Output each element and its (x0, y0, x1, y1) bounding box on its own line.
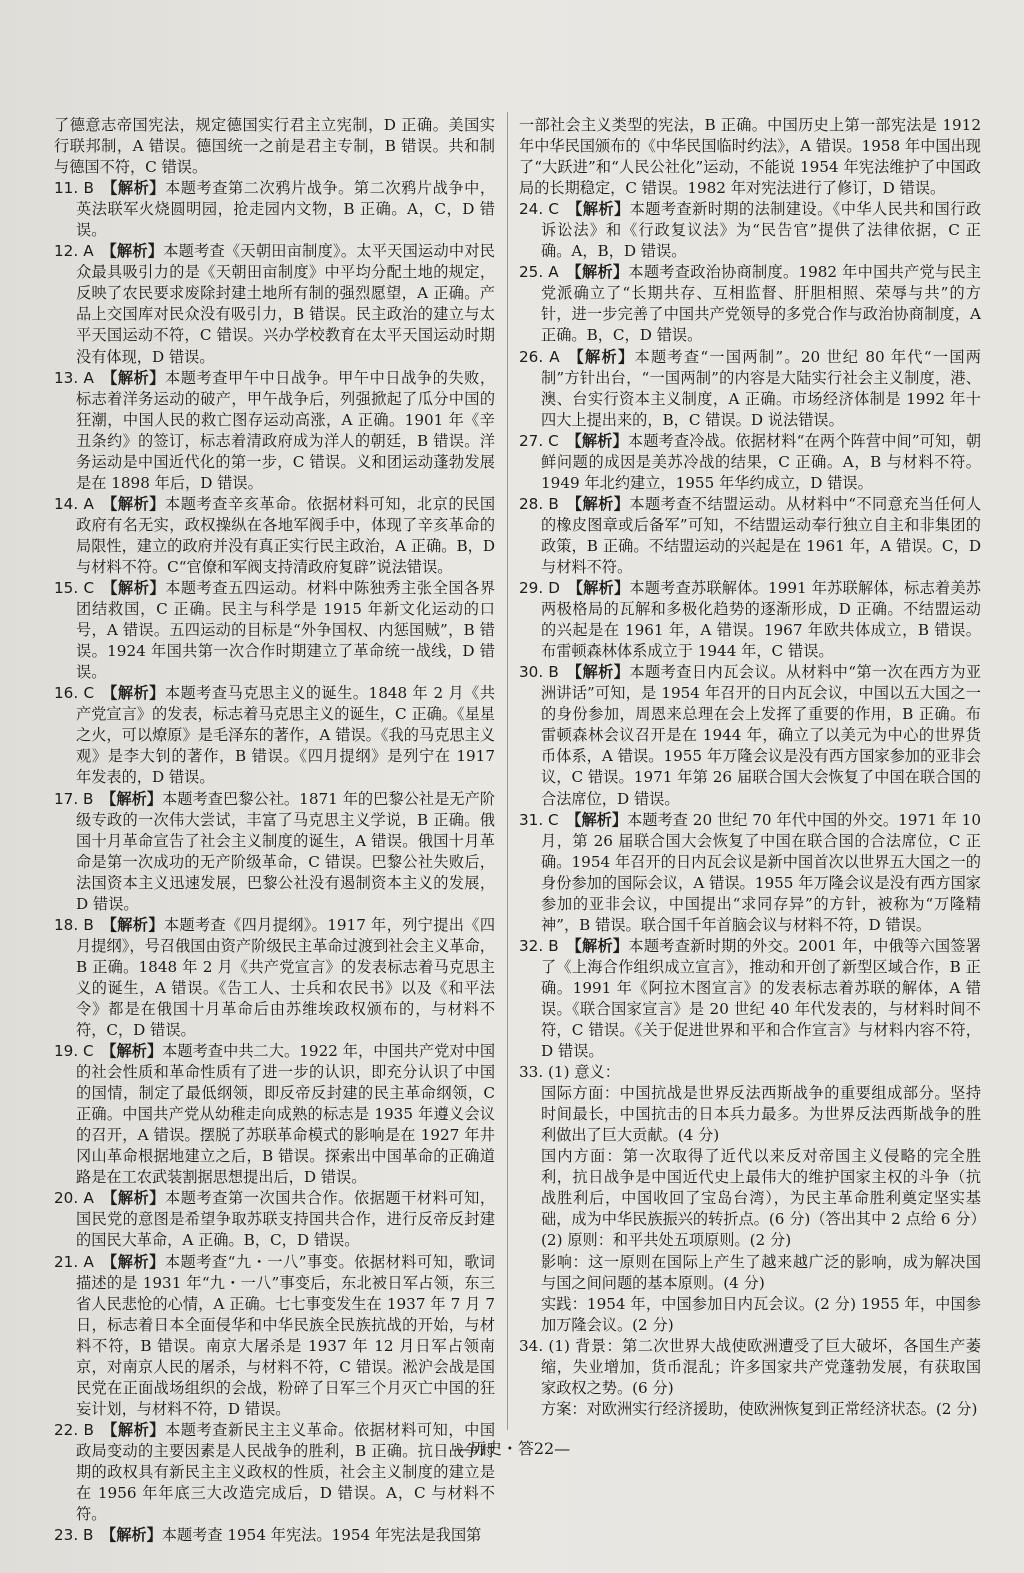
answer-number: 32. B (519, 936, 559, 955)
answer-item (519, 347, 981, 431)
analysis-tag: 【解析】 (101, 242, 164, 261)
q33-line: 影响：这一原则在国际上产生了越来越广泛的影响，成为解决国与国之间问题的基本原则。(4 分) (541, 1252, 981, 1292)
answer-item (54, 1041, 495, 1188)
q33-line: 实践：1954 年，中国参加日内瓦会议。(2 分) 1955 年，中国参加万隆会议。(2 分) (541, 1294, 981, 1334)
q34-line: 方案：对欧洲实行经济援助，使欧洲恢复到正常经济状态。(2 分) (541, 1399, 978, 1418)
answer-number: 17. B (54, 789, 94, 808)
answer-number: 31. C (519, 810, 559, 829)
answer-item (54, 368, 495, 494)
column-divider (507, 112, 508, 1430)
analysis-tag: 【解析】 (101, 1042, 163, 1061)
q33-line: (2) 原则：和平共处五项原则。(2 分) (541, 1231, 792, 1250)
analysis-tag: 【解析】 (567, 347, 635, 366)
answer-number: 24. C (519, 200, 560, 219)
analysis-tag: 【解析】 (101, 179, 166, 198)
answer-number: 27. C (519, 431, 559, 450)
analysis-text: 本题考查第一次国共合作。依据题干材料可知，国民党的意图是希望争取苏联支持国共合作，进行反帝反封建的国民大革命，A 正确。B，C，D 错误。 (76, 1189, 496, 1250)
analysis-text: 本题考查 1954 年宪法。1954 年宪法是我国第 (161, 1526, 482, 1545)
analysis-text: 本题考查“九・一八”事变。依据材料可知，歌词描述的是 1931 年“九・一八”事变后，东北被日军占领，东三省人民悲怆的心情，A 正确。七七事变发生在 1937 年 7 月 7 日，标志着日本全面侵华和中华民族全民族抗战的开始，与材料不符，B 错误。南京大屠杀是 1937 年 12 月日军占领南京，对南京人民的屠杀，与材料不符，C 错误。淞沪会战是国民党在正面战场组织的会战，粉碎了日军三个月灭亡中国的狂妄计划，与材料不符，D 错误。 (76, 1252, 495, 1418)
answer-item (519, 578, 981, 662)
answer-item (54, 494, 495, 578)
answer-item (519, 431, 981, 494)
answer-item (519, 810, 981, 936)
analysis-text: 本题考查新时期的法制建设。《中华人民共和国行政诉讼法》和《行政复议法》为“民告官”提供了法律依据，C 正确。A，B，D 错误。 (541, 200, 982, 261)
analysis-tag: 【解析】 (101, 915, 164, 934)
analysis-tag: 【解析】 (101, 368, 166, 387)
answer-item (54, 178, 495, 241)
left-items (54, 178, 495, 1546)
answer-number: 11. B (54, 179, 94, 198)
analysis-text: 本题考查辛亥革命。依据材料可知，北京的民国政府有名无实，政权操纵在各地军阀手中，体现了辛亥革命的局限性，建立的政府并没有真正实行民主政治，A 正确。B，D 与材料不符。C“官僚和军阀支持清政府复辟”说法错误。 (76, 494, 496, 576)
analysis-tag: 【解析】 (101, 1420, 166, 1439)
answer-item (54, 241, 495, 367)
analysis-tag: 【解析】 (566, 810, 628, 829)
answer-number: 23. B (54, 1526, 94, 1545)
left-column (54, 115, 495, 1546)
analysis-tag: 【解析】 (101, 494, 166, 513)
answer-item (54, 1252, 495, 1420)
answer-number: 29. D (519, 579, 560, 598)
q33-head: 33. (1) 意义： (519, 1063, 620, 1082)
analysis-text: 本题考查冷战。依据材料“在两个阵营中间”可知，朝鲜问题的成因是美苏冷战的结果，C 正确。A，B 与材料不符。1949 年北约建立，1955 年华约成立，D 错误。 (541, 431, 982, 492)
analysis-text: 本题考查中共二大。1922 年，中国共产党对中国的社会性质和革命性质有了进一步的认识，即充分认识了中国的国情，制定了最低纲领，即反帝反封建的民主革命纲领，C 正确。中国共产党从幼稚走向成熟的标志是 1935 年遵义会议的召开，A 错误。摆脱了苏联革命模式的影响是在 1927 年井冈山革命根据地建立之后，B 错误。探索出中国革命的正确道路是在工农武装割据思想提出后，D 错误。 (76, 1042, 496, 1187)
analysis-tag: 【解析】 (567, 579, 630, 598)
q33-line: 国内方面：第一次取得了近代以来反对帝国主义侵略的完全胜利，抗日战争是中国近代史上最伟大的维护国家主权的斗争（抗战胜利后，中国收回了宝岛台湾），为民主革命胜利奠定坚实基础，成为中华民族振兴的转折点。(6 分)（答出其中 2 点给 6 分） (541, 1147, 986, 1229)
answer-item (54, 683, 495, 788)
analysis-tag: 【解析】 (566, 494, 630, 513)
answer-item (54, 789, 495, 915)
answer-item (519, 662, 981, 809)
analysis-tag: 【解析】 (101, 1189, 166, 1208)
analysis-text: 本题考查甲午中日战争。甲午中日战争的失败，标志着洋务运动的破产，甲午战争后，列强掀起了瓜分中国的狂潮，中国人民的救亡图存运动高涨，A 正确。1901 年《辛丑条约》的签订，标志着清政府成为洋人的朝廷，B 错误。洋务运动是中国近代化的第一步，C 错误。义和团运动蓬勃发展是在 1898 年后，D 错误。 (76, 368, 496, 492)
right-intro: 一部社会主义类型的宪法，B 正确。中国历史上第一部宪法是 1912 年中华民国颁布的《中华民国临时约法》，A 错误。1958 年中国出现了“大跃进”和“人民公社化”运动，不能说 1954 年宪法维护了中国政局的长期稳定，C 错误。1982 年对宪法进行了修订，D 错误。 (519, 116, 981, 198)
analysis-text: 本题考查第二次鸦片战争。第二次鸦片战争中，英法联军火烧圆明园，抢走园内文物，B 正确。A，C，D 错误。 (76, 179, 496, 240)
answer-item (54, 578, 495, 683)
analysis-text: 本题考查五四运动。材料中陈独秀主张全国各界团结救国，C 正确。民主与科学是 1915 年新文化运动的口号，A 错误。五四运动的目标是“外争国权、内惩国贼”，B 错误。1924 年国共第一次合作时期建立了革命统一战线，D 错误。 (76, 579, 496, 682)
answer-number: 26. A (519, 347, 560, 366)
analysis-tag: 【解析】 (101, 789, 163, 808)
q33-line: 国际方面：中国抗战是世界反法西斯战争的重要组成部分。坚持时间最长，中国抗击的日本兵力最多。为世界反法西斯战争的胜利做出了巨大贡献。(4 分) (541, 1084, 981, 1145)
answer-item (519, 936, 981, 1062)
analysis-tag: 【解析】 (101, 579, 166, 598)
answer-number: 13. A (54, 368, 94, 387)
q34-head: 34. (1) 背景：第二次世界大战使欧洲遭受了巨大破坏，各国生产萎缩，失业增加，货币混乱；许多国家共产党蓬勃发展，有获取国家政权之势。(6 分) (519, 1336, 981, 1397)
answer-number: 30. B (519, 663, 559, 682)
analysis-text: 本题考查不结盟运动。从材料中“不同意充当任何人的橡皮图章或后备军”可知，不结盟运动奉行独立自主和非集团的政策，B 正确。不结盟运动的兴起是在 1961 年，A 错误。C，D 与材料不符。 (541, 494, 982, 576)
analysis-text: 本题考查日内瓦会议。从材料中“第一次在西方为亚洲讲话”可知，是 1954 年召开的日内瓦会议，中国以五大国之一的身份参加，周恩来总理在会上发挥了重要的作用，B 正确。布雷顿森林会议召开是在 1944 年，确立了以美元为中心的世界货币体系，A 错误。1955 年万隆会议是没有西方国家参加的亚非会议，C 错误。1971 年第 26 届联合国大会恢复了中国在联合国的合法席位，D 错误。 (541, 663, 982, 808)
answer-number: 18. B (54, 915, 94, 934)
analysis-tag: 【解析】 (566, 200, 630, 219)
analysis-text: 本题考查政治协商制度。1982 年中国共产党与民主党派确立了“长期共存、互相监督、肝胆相照、荣辱与共”的方针，进一步完善了中国共产党领导的多党合作与政治协商制度，A 正确。B，C，D 错误。 (541, 263, 982, 345)
answer-item (519, 494, 981, 578)
page-footer: —历史・答22— (453, 1439, 571, 1458)
answer-item (519, 262, 981, 346)
analysis-tag: 【解析】 (566, 663, 630, 682)
answer-number: 21. A (54, 1252, 94, 1271)
answer-number: 25. A (519, 263, 559, 282)
answer-number: 19. C (54, 1042, 94, 1061)
answer-item (54, 915, 495, 1041)
left-intro: 了德意志帝国宪法，规定德国实行君主立宪制，D 正确。美国实行联邦制，A 错误。德国统一之前是君主专制，B 错误。共和制与德国不符，C 错误。 (54, 116, 495, 177)
right-column (519, 115, 986, 1420)
analysis-tag: 【解析】 (566, 263, 629, 282)
right-items (519, 199, 981, 1062)
answer-number: 15. C (54, 579, 95, 598)
analysis-text: 本题考查新民主主义革命。依据材料可知，中国政局变动的主要因素是人民战争的胜利，B 正确。抗日战争时期的政权具有新民主主义政权的性质，社会主义制度的建立是在 1956 年年底三大改造完成后，D 错误。A，C 与材料不符。 (76, 1420, 496, 1524)
analysis-tag: 【解析】 (101, 684, 165, 703)
analysis-text: 本题考查苏联解体。1991 年苏联解体，标志着美苏两极格局的瓦解和多极化趋势的逐渐形成，D 正确。不结盟运动的兴起是在 1961 年，A 错误。1967 年欧共体成立，B 错误。布雷顿森林体系成立于 1944 年，C 错误。 (541, 579, 981, 661)
analysis-text: 本题考查新时期的外交。2001 年，中俄等六国签署了《上海合作组织成立宣言》，推动和开创了新型区域合作，B 正确。1991 年《阿拉木图宣言》的发表标志着苏联的解体，A 错误。《联合国家宣言》是 20 世纪 40 年代发表的，与材料时间不符，C 错误。《关于促进世界和平和合作宣言》与材料内容不符，D 错误。 (541, 936, 982, 1061)
answer-item (519, 199, 981, 262)
analysis-text: 本题考查马克思主义的诞生。1848 年 2 月《共产党宣言》的发表，标志着马克思主义的诞生，C 正确。《星星之火，可以燎原》是毛泽东的著作，A 错误。《我的马克思主义观》是李大钊的著作，B 错误。《四月提纲》是列宁在 1917 年发表的，D 错误。 (76, 684, 496, 787)
analysis-tag: 【解析】 (101, 1252, 165, 1271)
answer-number: 14. A (54, 494, 94, 513)
analysis-text: 本题考查“一国两制”。20 世纪 80 年代“一国两制”方针出台，“一国两制”的内容是大陆实行社会主义制度，港、澳、台实行资本主义制度，A 正确。市场经济体制是 1992 年十四大上提出来的，B，C 错误。D 说法错误。 (541, 347, 981, 429)
analysis-tag: 【解析】 (566, 431, 628, 450)
answer-number: 22. B (54, 1420, 94, 1439)
analysis-text: 本题考查巴黎公社。1871 年的巴黎公社是无产阶级专政的一次伟大尝试，丰富了马克思主义学说，B 正确。俄国十月革命宣告了社会主义制度的诞生，A 错误。俄国十月革命是第一次成功的无产阶级革命，C 错误。巴黎公社失败后，法国资本主义迅速发展，巴黎公社没有遏制资本主义的发展，D 错误。 (76, 789, 496, 913)
answer-number: 16. C (54, 684, 95, 703)
answer-number: 20. A (54, 1189, 94, 1208)
analysis-tag: 【解析】 (101, 1526, 162, 1545)
answer-item (54, 1525, 495, 1546)
analysis-text: 本题考查《天朝田亩制度》。太平天国运动中对民众最具吸引力的是《天朝田亩制度》中平均分配土地的规定，反映了农民要求废除封建土地所有制的强烈愿望，A 正确。产品上交国库对民众没有吸引力，B 错误。民主政治的建立与太平天国运动不符，C 错误。兴办学校教育在太平天国运动时期没有体现，D 错误。 (76, 242, 495, 366)
answer-number: 28. B (519, 494, 559, 513)
analysis-text: 本题考查《四月提纲》。1917 年，列宁提出《四月提纲》，号召俄国由资产阶级民主革命过渡到社会主义革命，B 正确。1848 年 2 月《共产党宣言》的发表标志着马克思主义的诞生，A 错误。《告工人、士兵和农民书》以及《和平法令》都是在俄国十月革命后由苏维埃政权颁布的，与材料不符，C，D 错误。 (76, 915, 496, 1040)
answer-number: 12. A (54, 242, 94, 261)
answer-item (54, 1188, 495, 1251)
analysis-text: 本题考查 20 世纪 70 年代中国的外交。1971 年 10 月，第 26 届联合国大会恢复了中国在联合国的合法席位，C 正确。1954 年召开的日内瓦会议是新中国首次以世界五大国之一的身份参加的国际会议，A 错误。1955 年万隆会议是没有西方国家参加的亚非会议，中国提出“求同存异”的方针，被称为“万隆精神”，B 错误。联合国千年首脑会议与材料不符，D 错误。 (541, 810, 982, 934)
analysis-tag: 【解析】 (566, 936, 629, 955)
